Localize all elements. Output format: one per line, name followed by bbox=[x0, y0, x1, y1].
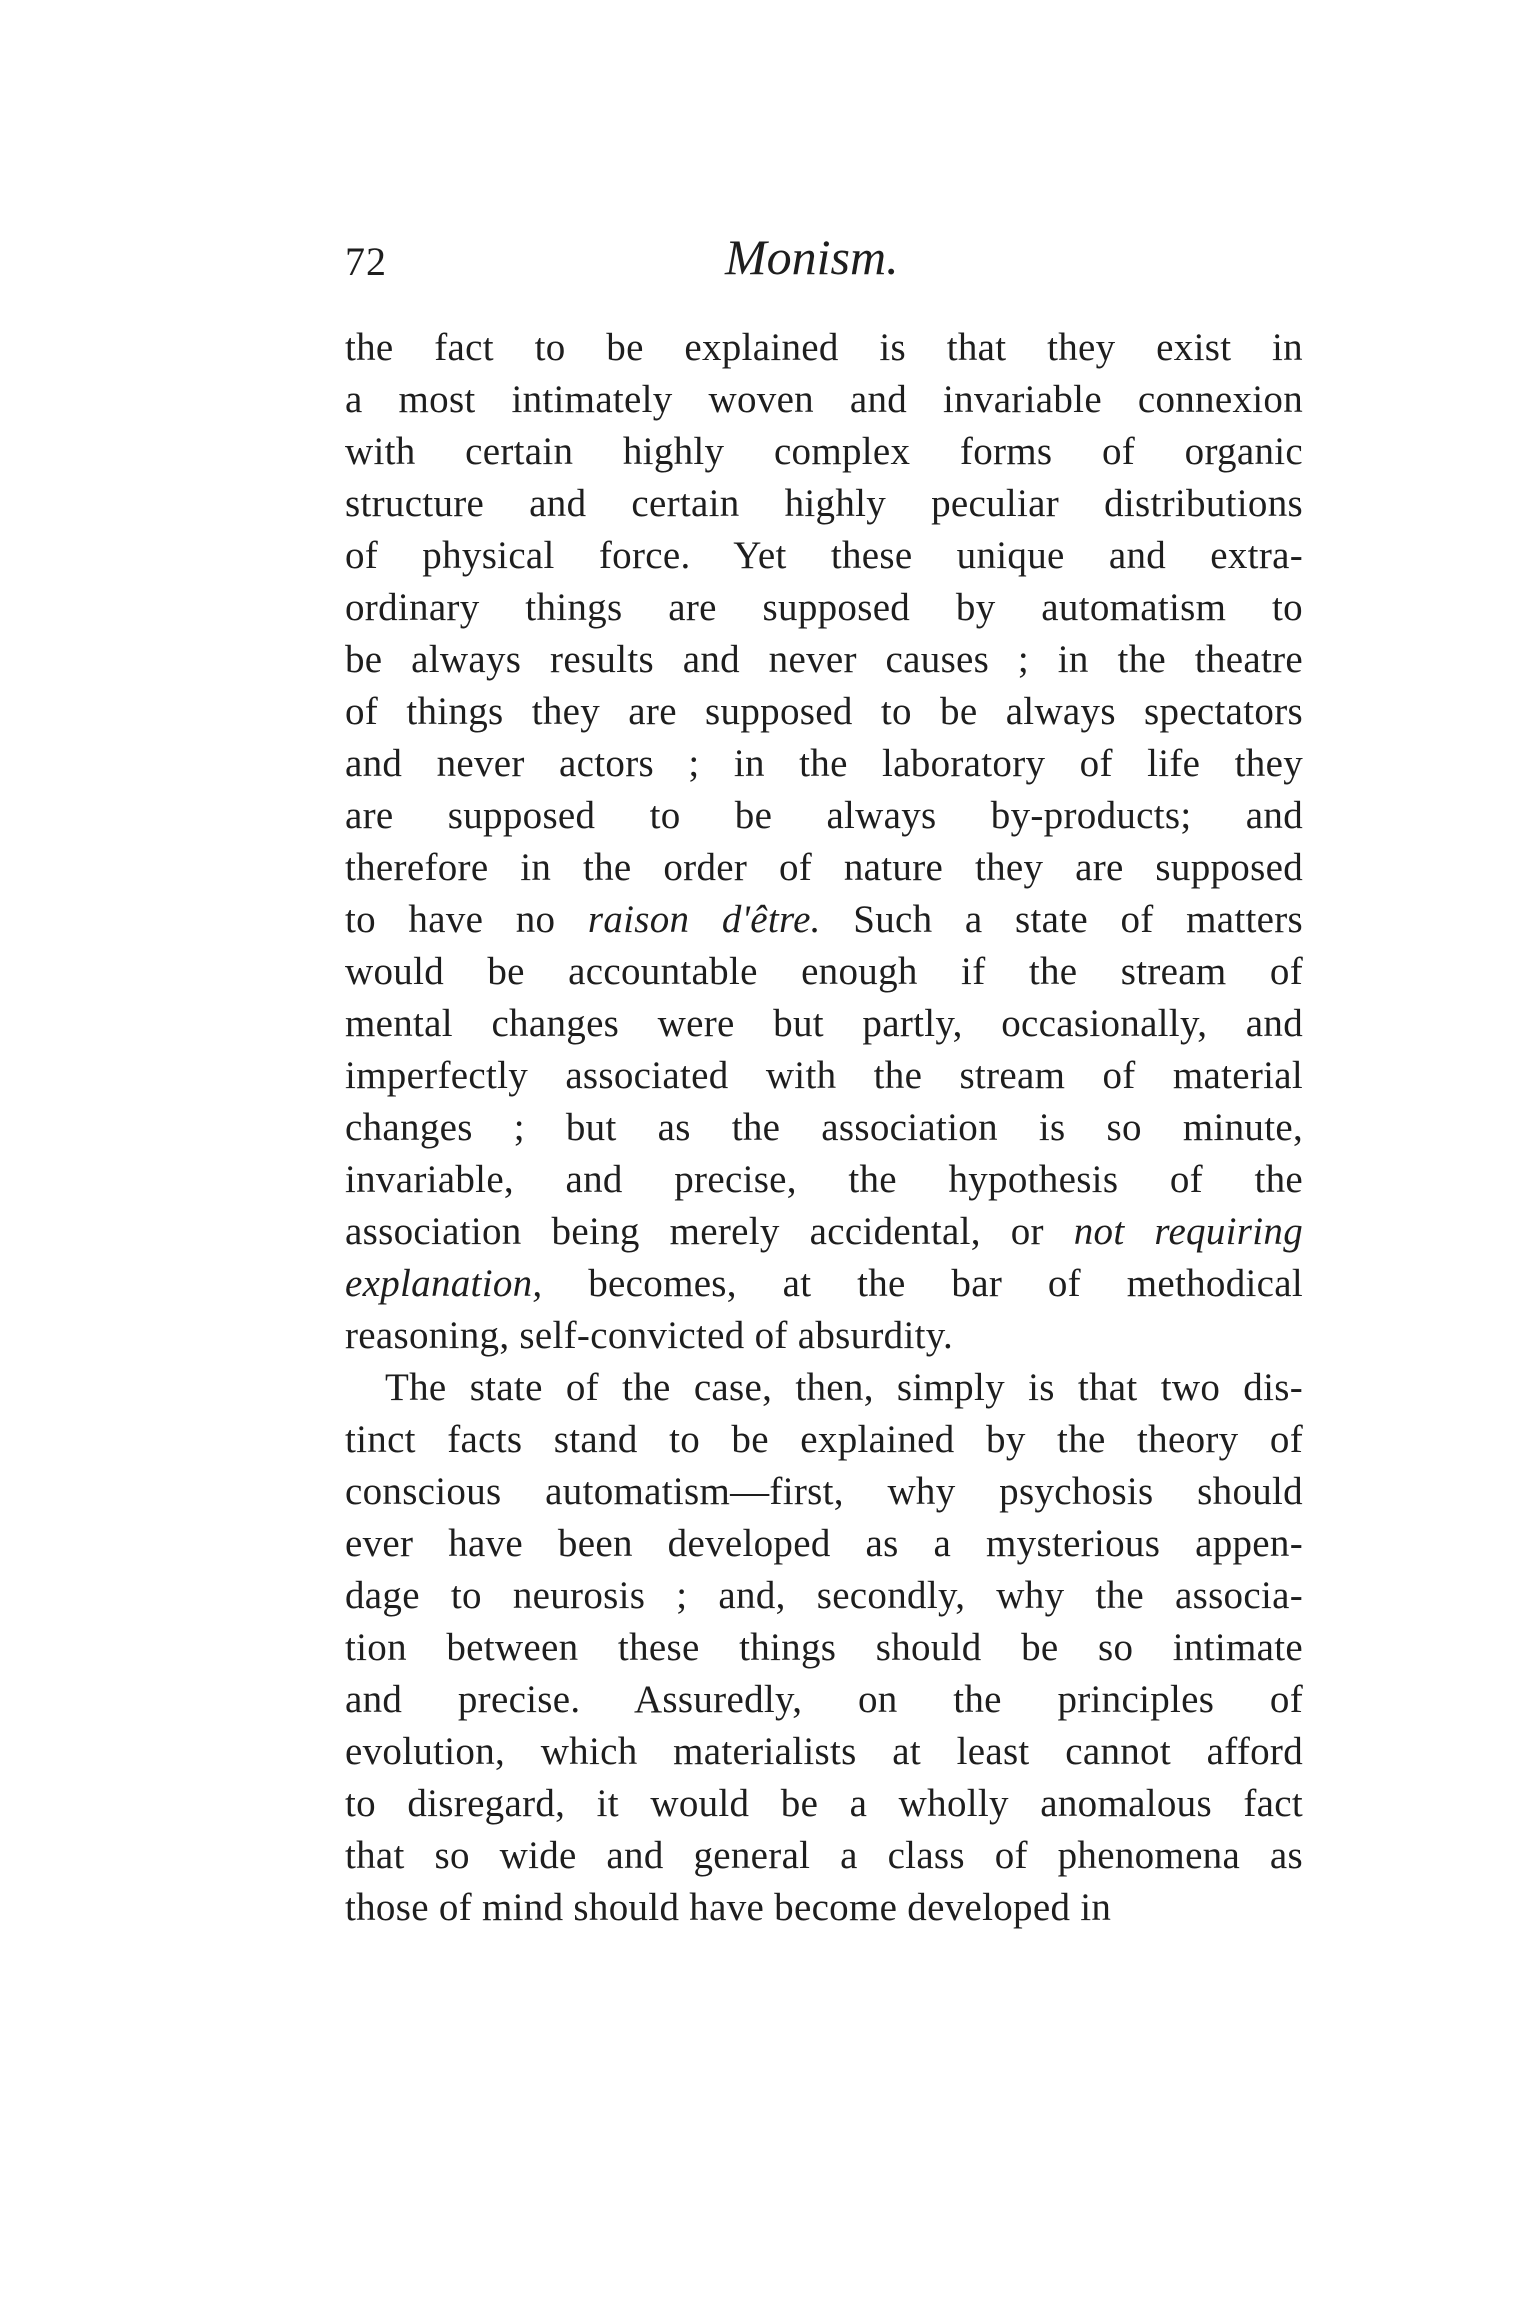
text-line: therefore in the order of nature they are supposed bbox=[345, 846, 1303, 889]
body-text bbox=[345, 322, 1303, 1934]
text-line: changes ; but as the association is so minute, bbox=[345, 1106, 1303, 1149]
text-line: are supposed to be always by-products; and bbox=[345, 794, 1303, 837]
text-line: to disregard, it would be a wholly anomalous fact bbox=[345, 1782, 1303, 1825]
text-line: reasoning, self-convicted of absurdity. bbox=[345, 1314, 954, 1357]
text-line: those of mind should have become developed in bbox=[345, 1886, 1112, 1929]
text-line: and never actors ; in the laboratory of life they bbox=[345, 742, 1303, 785]
text-line: a most intimately woven and invariable connexion bbox=[345, 378, 1303, 421]
page-number: 72 bbox=[345, 239, 387, 284]
text-line: dage to neurosis ; and, secondly, why the associa- bbox=[345, 1574, 1303, 1617]
paragraph-2 bbox=[345, 1362, 1303, 1934]
text-line: association being merely accidental, or not requiring bbox=[345, 1210, 1304, 1253]
text-line: to have no raison d'être. Such a state of matters bbox=[345, 898, 1303, 941]
running-title: Monism. bbox=[725, 229, 899, 285]
italic-phrase: not requiring bbox=[1073, 1210, 1304, 1253]
italic-phrase: explanation, bbox=[345, 1262, 543, 1305]
text-line: the fact to be explained is that they exist in bbox=[345, 326, 1303, 369]
text-line: that so wide and general a class of phenomena as bbox=[345, 1834, 1303, 1877]
text-line: invariable, and precise, the hypothesis of the bbox=[345, 1158, 1303, 1201]
text-line: be always results and never causes ; in the theatre bbox=[345, 638, 1303, 681]
italic-phrase: raison d'être. bbox=[587, 898, 821, 941]
text-line: would be accountable enough if the stream of bbox=[345, 950, 1303, 993]
text-line: mental changes were but partly, occasionally, and bbox=[345, 1002, 1303, 1045]
text-line: conscious automatism—first, why psychosis should bbox=[345, 1470, 1303, 1513]
text-line: ever have been developed as a mysterious appen- bbox=[345, 1522, 1303, 1565]
text-line: of physical force. Yet these unique and extra- bbox=[345, 534, 1303, 577]
text-line: tinct facts stand to be explained by the theory of bbox=[345, 1418, 1303, 1461]
text-line: tion between these things should be so intimate bbox=[345, 1626, 1303, 1669]
text-line: imperfectly associated with the stream of material bbox=[345, 1054, 1303, 1097]
text-line: structure and certain highly peculiar distributions bbox=[345, 482, 1303, 525]
paragraph-1 bbox=[345, 322, 1303, 1362]
text-line: of things they are supposed to be always spectators bbox=[345, 690, 1303, 733]
text-line: ordinary things are supposed by automatism to bbox=[345, 586, 1303, 629]
text-line: and precise. Assuredly, on the principles of bbox=[345, 1678, 1303, 1721]
text-line: evolution, which materialists at least cannot afford bbox=[345, 1730, 1303, 1773]
page-header bbox=[345, 228, 1305, 298]
text-line: with certain highly complex forms of organic bbox=[345, 430, 1303, 473]
text-line: explanation, becomes, at the bar of methodical bbox=[345, 1262, 1303, 1305]
text-line: The state of the case, then, simply is that two dis- bbox=[385, 1366, 1303, 1409]
